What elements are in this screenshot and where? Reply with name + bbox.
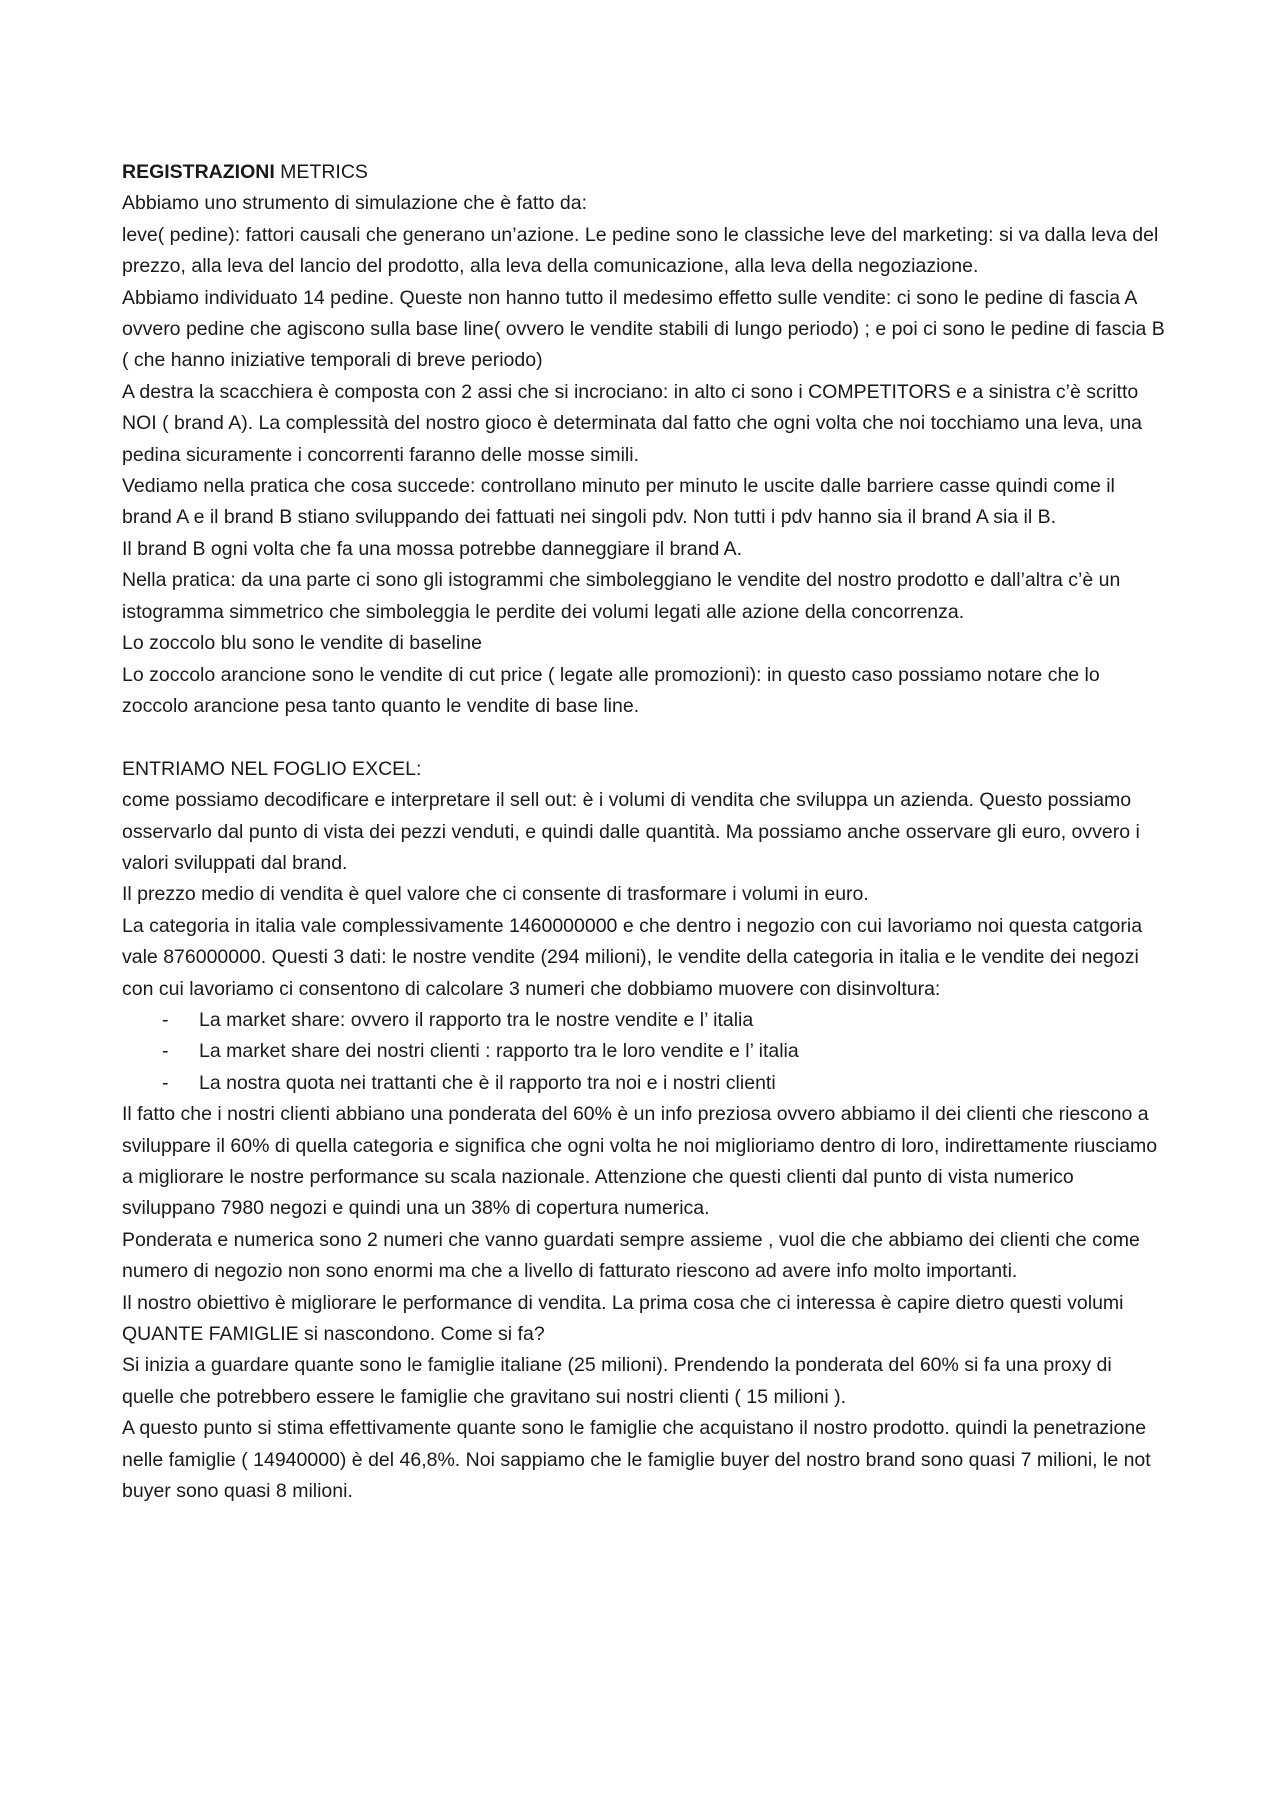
dash-bullet: - xyxy=(162,1071,169,1094)
paragraph: Abbiamo uno strumento di simulazione che è fatto da: xyxy=(122,192,588,215)
bullet-text: La nostra quota nei trattanti che è il rapporto tra noi e i nostri clienti xyxy=(199,1071,776,1094)
paragraph: come possiamo decodificare e interpretare il sell out: è i volumi di vendita che sviluppa un azienda. Questo possiamo osservarlo dal punto di vista dei pezzi venduti, e quindi dalle quantità. Ma possiamo anche osservare gli euro, ovvero i valori sviluppati dal brand. xyxy=(122,789,1140,874)
bullet-item xyxy=(122,1005,1167,1036)
paragraph: La categoria in italia vale complessivamente 1460000000 e che dentro i negozio con cui lavoriamo noi questa catgoria vale 876000000. Questi 3 dati: le nostre vendite (294 milioni), le vendite della categoria in italia e le vendite dei negozi con cui lavoriamo ci consentono di calcolare 3 numeri che dobbiamo muovere con disinvoltura: xyxy=(122,914,1143,1000)
document-title xyxy=(122,157,1167,188)
bullet-item xyxy=(122,1036,1167,1067)
bullet-text: La market share: ovvero il rapporto tra le nostre vendite e l’ italia xyxy=(199,1008,754,1031)
paragraph: leve( pedine): fattori causali che generano un’azione. Le pedine sono le classiche leve del marketing: si va dalla leva del prezzo, alla leva del lancio del prodotto, alla leva della comunicazione, alla leva della negoziazione. xyxy=(122,223,1159,278)
document-page xyxy=(122,157,1167,1507)
paragraph: A questo punto si stima effettivamente quante sono le famiglie che acquistano il nostro prodotto. quindi la penetrazione nelle famiglie ( 14940000) è del 46,8%. Noi sappiamo che le famiglie buyer del nostro brand sono quasi 7 milioni, le not buyer sono quasi 8 milioni. xyxy=(122,1417,1151,1503)
title-rest: METRICS xyxy=(274,161,368,183)
dash-bullet: - xyxy=(162,1008,169,1031)
dash-bullet: - xyxy=(162,1040,169,1063)
bullet-list xyxy=(122,1005,1167,1099)
paragraph: Si inizia a guardare quante sono le famiglie italiane (25 milioni). Prendendo la ponderata del 60% si fa una proxy di quelle che potrebbero essere le famiglie che gravitano sui nostri clienti ( 15 milioni ). xyxy=(122,1354,1112,1408)
paragraph: Il brand B ogni volta che fa una mossa potrebbe danneggiare il brand A. xyxy=(122,537,743,560)
section-heading: ENTRIAMO NEL FOGLIO EXCEL: xyxy=(122,757,422,780)
paragraph: Ponderata e numerica sono 2 numeri che vanno guardati sempre assieme , vuol die che abbiamo dei clienti che come numero di negozio non sono enormi ma che a livello di fatturato riescono ad avere info molto importanti. xyxy=(122,1228,1140,1283)
title-bold: REGISTRAZIONI xyxy=(122,161,275,183)
paragraph: Il nostro obiettivo è migliorare le performance di vendita. La prima cosa che ci interessa è capire dietro questi volumi QUANTE FAMIGLIE si nascondono. Come si fa? xyxy=(122,1291,1124,1346)
blank-line xyxy=(122,722,1167,753)
paragraph: A destra la scacchiera è composta con 2 assi che si incrociano: in alto ci sono i COMPETITORS e a sinistra c’è scritto NOI ( brand A). La complessità del nostro gioco è determinata dal fatto che ogni volta che noi tocchiamo una leva, una pedina sicuramente i concorrenti faranno delle mosse simili. xyxy=(122,380,1143,466)
paragraph: Vediamo nella pratica che cosa succede: controllano minuto per minuto le uscite dalle barriere casse quindi come il brand A e il brand B stiano sviluppando dei fattuati nei singoli pdv. Non tutti i pdv hanno sia il brand A sia il B. xyxy=(122,475,1115,529)
paragraph: Lo zoccolo arancione sono le vendite di cut price ( legate alle promozioni): in questo caso possiamo notare che lo zoccolo arancione pesa tanto quanto le vendite di base line. xyxy=(122,663,1100,717)
bullet-item xyxy=(122,1068,1167,1099)
paragraph: Nella pratica: da una parte ci sono gli istogrammi che simboleggiano le vendite del nostro prodotto e dall’altra c’è un istogramma simmetrico che simboleggia le perdite dei volumi legati alle azione della concorrenza. xyxy=(122,569,1121,623)
paragraph: Abbiamo individuato 14 pedine. Queste non hanno tutto il medesimo effetto sulle vendite: ci sono le pedine di fascia A ovvero pedine che agiscono sulla base line( ovvero le vendite stabili di lungo periodo) ; e poi ci sono le pedine di fascia B ( che hanno iniziative temporali di breve periodo) xyxy=(122,286,1165,372)
paragraph: Il prezzo medio di vendita è quel valore che ci consente di trasformare i volumi in euro. xyxy=(122,883,869,906)
bullet-text: La market share dei nostri clienti : rapporto tra le loro vendite e l’ italia xyxy=(199,1040,799,1063)
paragraph: Lo zoccolo blu sono le vendite di baseline xyxy=(122,632,482,655)
paragraph: Il fatto che i nostri clienti abbiano una ponderata del 60% è un info preziosa ovvero abbiamo il dei clienti che riescono a sviluppare il 60% di quella categoria e significa che ogni volta he noi miglioriamo dentro di loro, indirettamente riusciamo a migliorare le nostre performance su scala nazionale. Attenzione che questi clienti dal punto di vista numerico sviluppano 7980 negozi e quindi una un 38% di copertura numerica. xyxy=(122,1103,1158,1220)
